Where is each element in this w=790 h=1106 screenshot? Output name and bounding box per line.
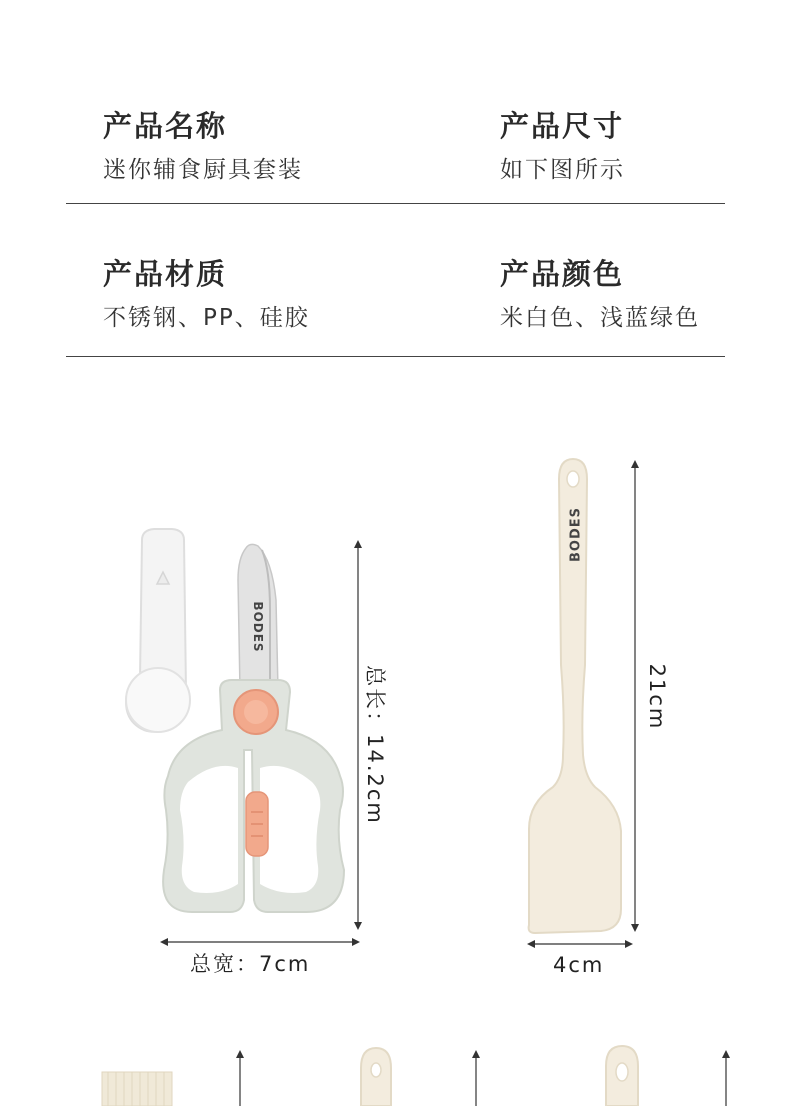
spec-material-value: 不锈钢、PP、硅胶 — [103, 305, 310, 331]
spec-color-title: 产品颜色 — [500, 257, 625, 291]
spec-color-value: 米白色、浅蓝绿色 — [500, 305, 700, 331]
spatula-length-label: 21cm — [645, 663, 669, 731]
bottom-spoon-image-2 — [600, 1044, 644, 1106]
spatula-width-label: 4cm — [553, 953, 605, 977]
divider-bottom — [66, 356, 725, 357]
divider-top — [66, 203, 725, 204]
spec-size-title: 产品尺寸 — [500, 109, 625, 143]
spatula-brand-logo: BODES — [568, 507, 584, 562]
bottom-arrow-1 — [232, 1050, 248, 1106]
bottom-arrow-2 — [468, 1050, 484, 1106]
spatula-width-arrow — [527, 936, 633, 952]
spatula-length-arrow — [627, 460, 643, 932]
spec-material-title: 产品材质 — [103, 257, 228, 291]
spec-name-title: 产品名称 — [103, 109, 228, 143]
scissors-width-label: 总宽：7cm — [190, 952, 311, 976]
bottom-arrow-3 — [718, 1050, 734, 1106]
spec-name-value: 迷你辅食厨具套装 — [103, 157, 303, 183]
scissors-length-label: 总长：14.2cm — [363, 665, 387, 825]
brush-bristles-image — [100, 1068, 174, 1106]
spec-size-value: 如下图所示 — [500, 157, 625, 183]
scissors-brand-logo: BODES — [251, 601, 265, 653]
bottom-spoon-image-1 — [355, 1046, 397, 1106]
